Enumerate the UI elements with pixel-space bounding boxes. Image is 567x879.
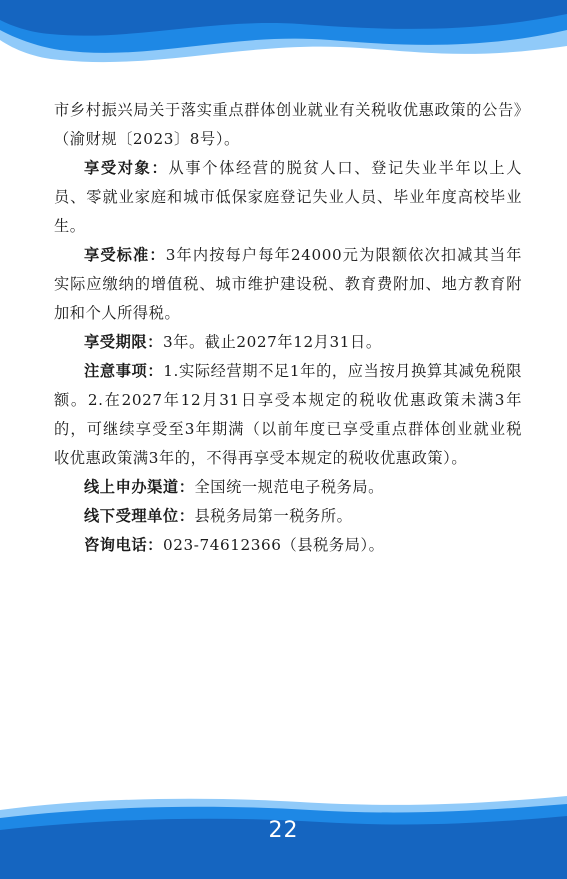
paragraph <box>54 96 522 154</box>
paragraph-text: 3年。截止2027年12月31日。 <box>162 333 382 351</box>
paragraph <box>54 473 522 502</box>
paragraph <box>54 531 522 560</box>
top-wave-decoration <box>0 0 567 80</box>
paragraph-text: 县税务局第一税务所。 <box>194 507 353 525</box>
page-number: 22 <box>268 818 299 843</box>
paragraph-label: 线上申办渠道： <box>84 478 195 496</box>
paragraph-text: 3年内按每户每年24000元为限额依次扣减其当年实际应缴纳的增值税、城市维护建设税、教育费附加、地方教育附加和个人所得税。 <box>54 246 522 322</box>
paragraph-text: 从事个体经营的脱贫人口、登记失业半年以上人员、零就业家庭和城市低保家庭登记失业人员、毕业年度高校毕业生。 <box>54 159 523 235</box>
paragraph-label: 注意事项： <box>84 362 164 380</box>
paragraph-label: 咨询电话： <box>84 536 163 554</box>
paragraph-label: 享受期限： <box>84 333 163 351</box>
paragraph-label: 线下受理单位： <box>84 507 195 525</box>
paragraph-text: 023-74612366（县税务局）。 <box>162 536 385 554</box>
paragraph <box>54 357 522 473</box>
paragraph-label: 享受对象： <box>84 159 169 177</box>
paragraph-text: 全国统一规范电子税务局。 <box>194 478 384 496</box>
paragraph-text: 1.实际经营期不足1年的，应当按月换算其减免税限额。2.在2027年12月31日享受本规定的税收优惠政策未满3年的，可继续享受至3年期满（以前年度已享受重点群体创业就业税收优惠政策满3年的，不得再享受本规定的税收优惠政策）。 <box>54 362 522 467</box>
paragraph <box>54 241 522 328</box>
paragraph <box>54 328 522 357</box>
body-text <box>54 96 522 560</box>
paragraph <box>54 154 522 241</box>
paragraph-text: 市乡村振兴局关于落实重点群体创业就业有关税收优惠政策的公告》（渝财规〔2023〕8号）。 <box>54 101 522 148</box>
paragraph-label: 享受标准： <box>84 246 166 264</box>
paragraph <box>54 502 522 531</box>
